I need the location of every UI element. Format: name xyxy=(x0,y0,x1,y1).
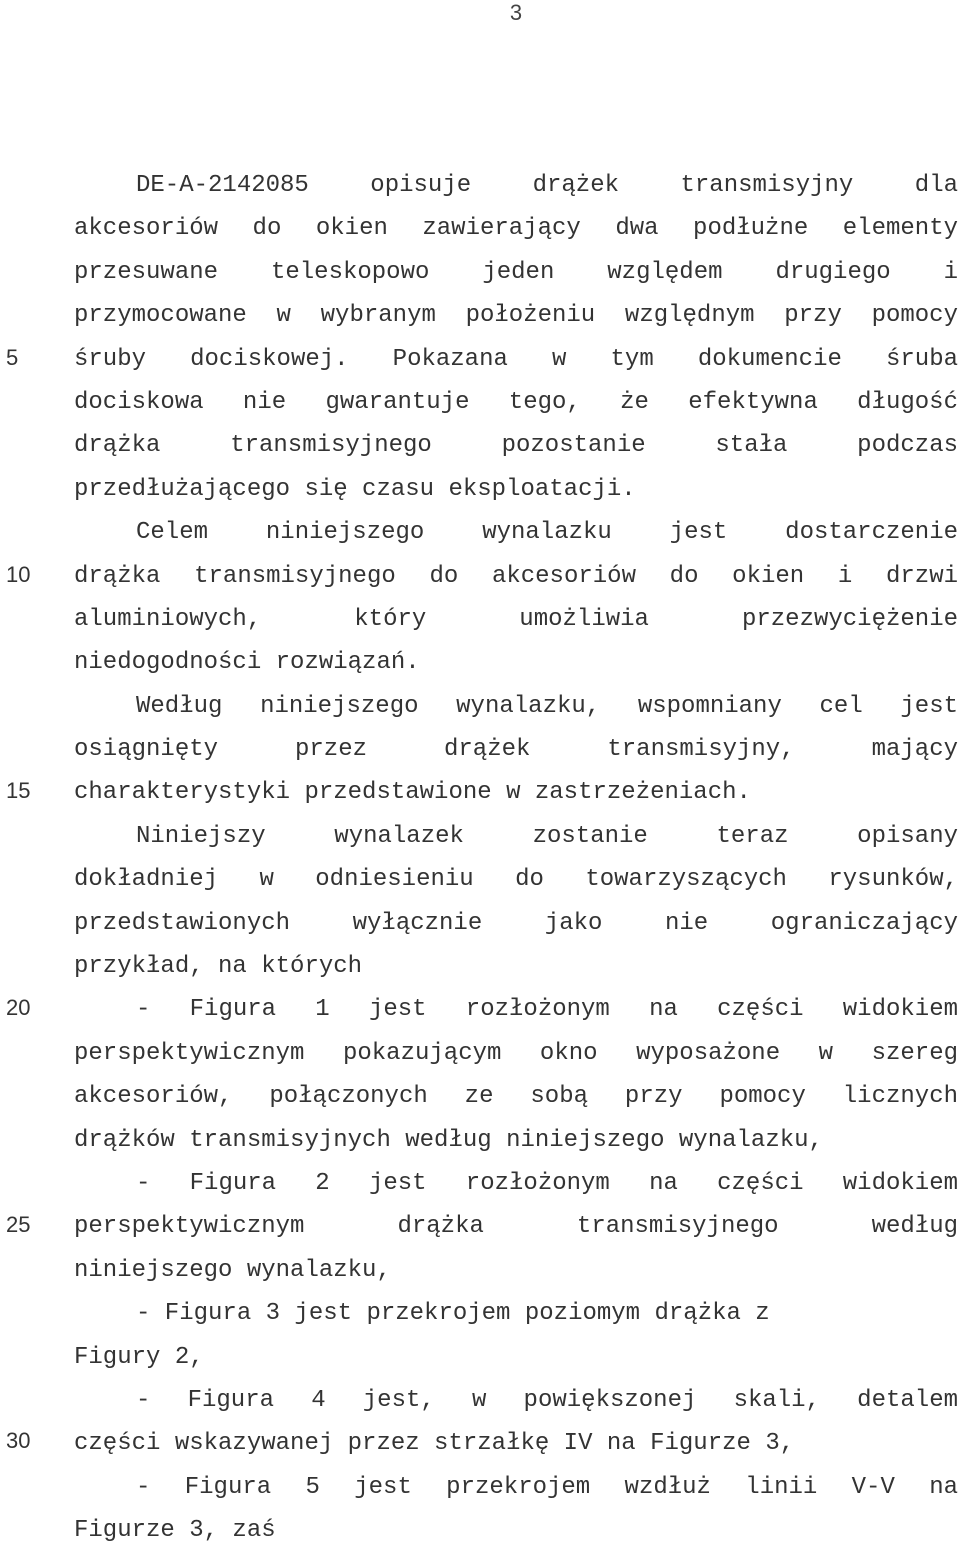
text-line: - Figura 3 jest przekrojem poziomym drążka z xyxy=(136,1300,770,1328)
text-line: dokładniej w odniesieniu do towarzyszących rysunków, xyxy=(74,866,958,894)
text-line: Celem niniejszego wynalazku jest dostarczenie xyxy=(136,519,958,547)
text-line: charakterystyki przedstawione w zastrzeżeniach. xyxy=(74,779,751,807)
text-line: - Figura 4 jest, w powiększonej skali, detalem xyxy=(136,1386,958,1414)
text-line: przesuwane teleskopowo jeden względem drugiego i xyxy=(74,258,958,286)
page-number: 3 xyxy=(509,0,523,25)
line-number-25: 25 xyxy=(6,1212,31,1237)
text-line: niniejszego wynalazku, xyxy=(74,1256,391,1284)
line-number-5: 5 xyxy=(6,345,19,370)
text-line: - Figura 1 jest rozłożonym na części widokiem xyxy=(136,996,958,1024)
line-number-30: 30 xyxy=(6,1428,31,1453)
text-line: przedstawionych wyłącznie jako nie ograniczający xyxy=(74,909,958,937)
line-number-margin xyxy=(0,0,40,1539)
text-line: przymocowane w wybranym położeniu względnym przy pomocy xyxy=(74,302,958,330)
document-text xyxy=(74,164,958,1553)
text-line: aluminiowych, który umożliwia przezwyciężenie xyxy=(74,605,958,633)
text-line: Niniejszy wynalazek zostanie teraz opisany xyxy=(136,822,958,850)
text-line: - Figura 2 jest rozłożonym na części widokiem xyxy=(136,1169,958,1197)
text-line: drążka transmisyjnego do akcesoriów do okien i drzwi xyxy=(74,562,958,590)
text-line: niedogodności rozwiązań. xyxy=(74,649,420,677)
text-line: DE-A-2142085 opisuje drążek transmisyjny dla xyxy=(136,172,958,199)
text-line: perspektywicznym drążka transmisyjnego według xyxy=(74,1213,958,1241)
text-line: przedłużającego się czasu eksploatacji. xyxy=(74,475,636,503)
text-line: akcesoriów, połączonych ze sobą przy pomocy licznych xyxy=(74,1083,958,1111)
text-line: drążka transmisyjnego pozostanie stała podczas xyxy=(74,432,958,460)
text-line: - Figura 5 jest przekrojem wzdłuż linii V-V na xyxy=(136,1473,958,1501)
text-line: części wskazywanej przez strzałkę IV na Figurze 3, xyxy=(74,1430,795,1458)
text-line: przykład, na których xyxy=(74,953,363,981)
text-line: akcesoriów do okien zawierający dwa podłużne elementy xyxy=(74,215,958,243)
line-number-15: 15 xyxy=(6,778,31,803)
text-line: Według niniejszego wynalazku, wspomniany cel jest xyxy=(136,692,958,720)
line-number-20: 20 xyxy=(6,995,31,1020)
text-line: dociskowa nie gwarantuje tego, że efektywna długość xyxy=(74,388,958,416)
line-number-10: 10 xyxy=(6,562,31,587)
text-line: Figurze 3, zaś xyxy=(74,1517,276,1545)
text-line: śruby dociskowej. Pokazana w tym dokumencie śruba xyxy=(74,345,958,373)
text-line: drążków transmisyjnych według niniejszego wynalazku, xyxy=(74,1126,823,1154)
text-line: osiągnięty przez drążek transmisyjny, mający xyxy=(74,736,958,764)
text-line: Figury 2, xyxy=(74,1343,204,1371)
text-line: perspektywicznym pokazującym okno wyposażone w szereg xyxy=(74,1039,958,1067)
